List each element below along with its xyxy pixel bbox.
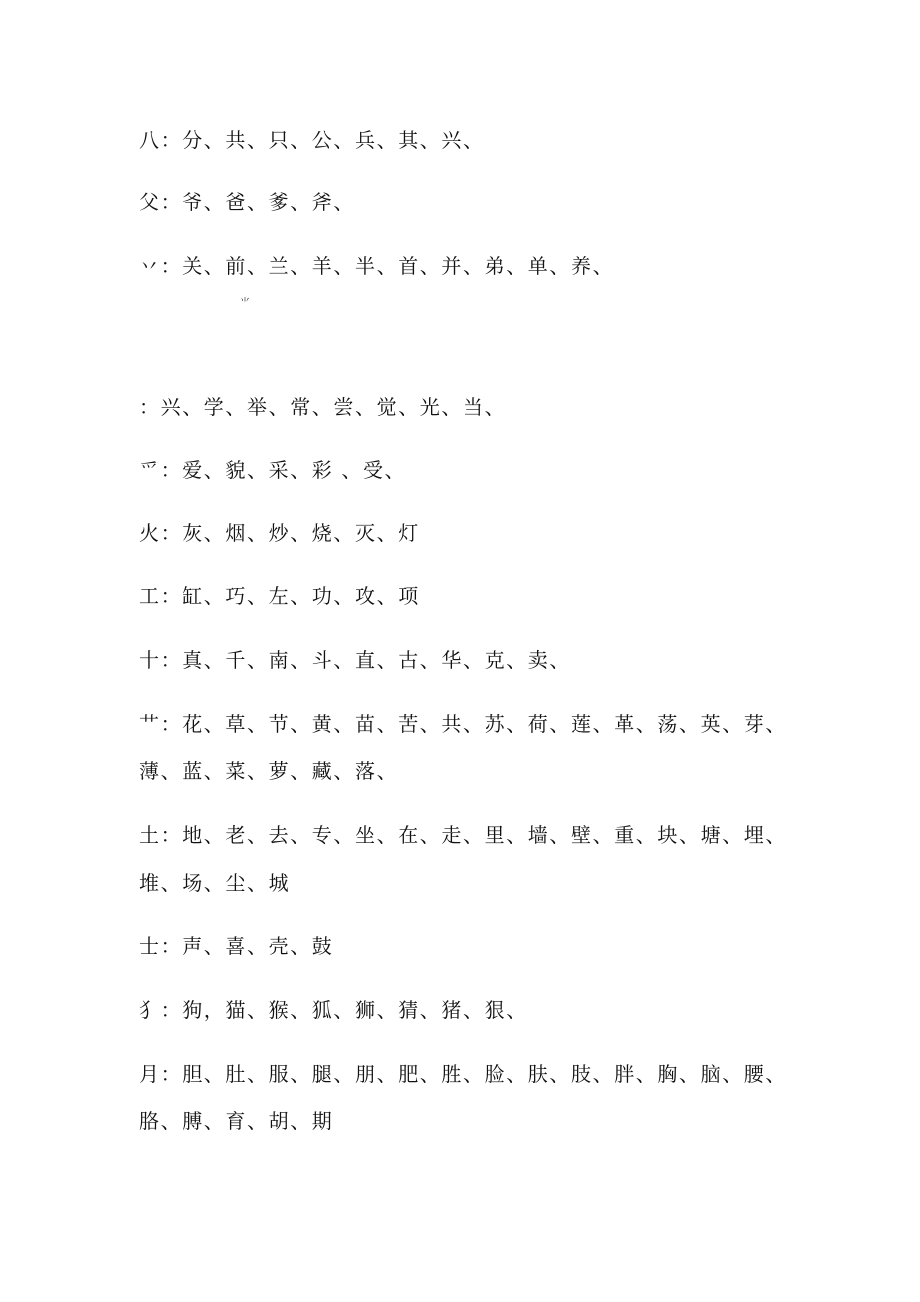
radical-line-zhao: 爫：爱、貌、采、彩 、受、	[139, 458, 407, 482]
radical-line-quan: 犭：狗，猫、猴、狐、狮、猜、猪、狠、	[139, 998, 528, 1022]
radical-line-yue-cont: 胳、膊、育、胡、期	[139, 1109, 334, 1133]
radical-line-cao: 艹：花、草、节、黄、苗、苦、共、苏、荷、莲、革、荡、英、芽、	[139, 712, 787, 736]
radical-line-tu-cont: 堆、场、尘、城	[139, 871, 291, 895]
radical-line-tu: 土：地、老、去、专、坐、在、走、里、墙、壁、重、块、塘、埋、	[139, 823, 787, 847]
radical-line-yue: 月：胆、肚、服、腿、朋、肥、胜、脸、肤、肢、胖、胸、脑、腰、	[139, 1062, 787, 1086]
radical-line-shi-scholar: 士：声、喜、壳、鼓	[139, 934, 334, 958]
radical-line-xiao: ：兴、学、举、常、尝、觉、光、当、	[139, 395, 507, 419]
radical-line-fu: 父：爷、爸、爹、斧、	[139, 190, 355, 214]
radical-line-shi-ten: 十：真、千、南、斗、直、古、华、克、卖、	[139, 648, 571, 672]
floating-radical-glyph: ⺌	[240, 298, 250, 309]
radical-line-ba-dots: 丷：关、前、兰、羊、半、首、并、弟、单、养、	[139, 254, 615, 278]
radical-line-huo: 火：灰、烟、炒、烧、灭、灯	[139, 521, 420, 545]
radical-line-gong: 工：缸、巧、左、功、攻、项	[139, 584, 420, 608]
radical-line-cao-cont: 薄、蓝、菜、萝、藏、落、	[139, 759, 399, 783]
radical-line-ba: 八：分、共、只、公、兵、其、兴、	[139, 128, 485, 152]
